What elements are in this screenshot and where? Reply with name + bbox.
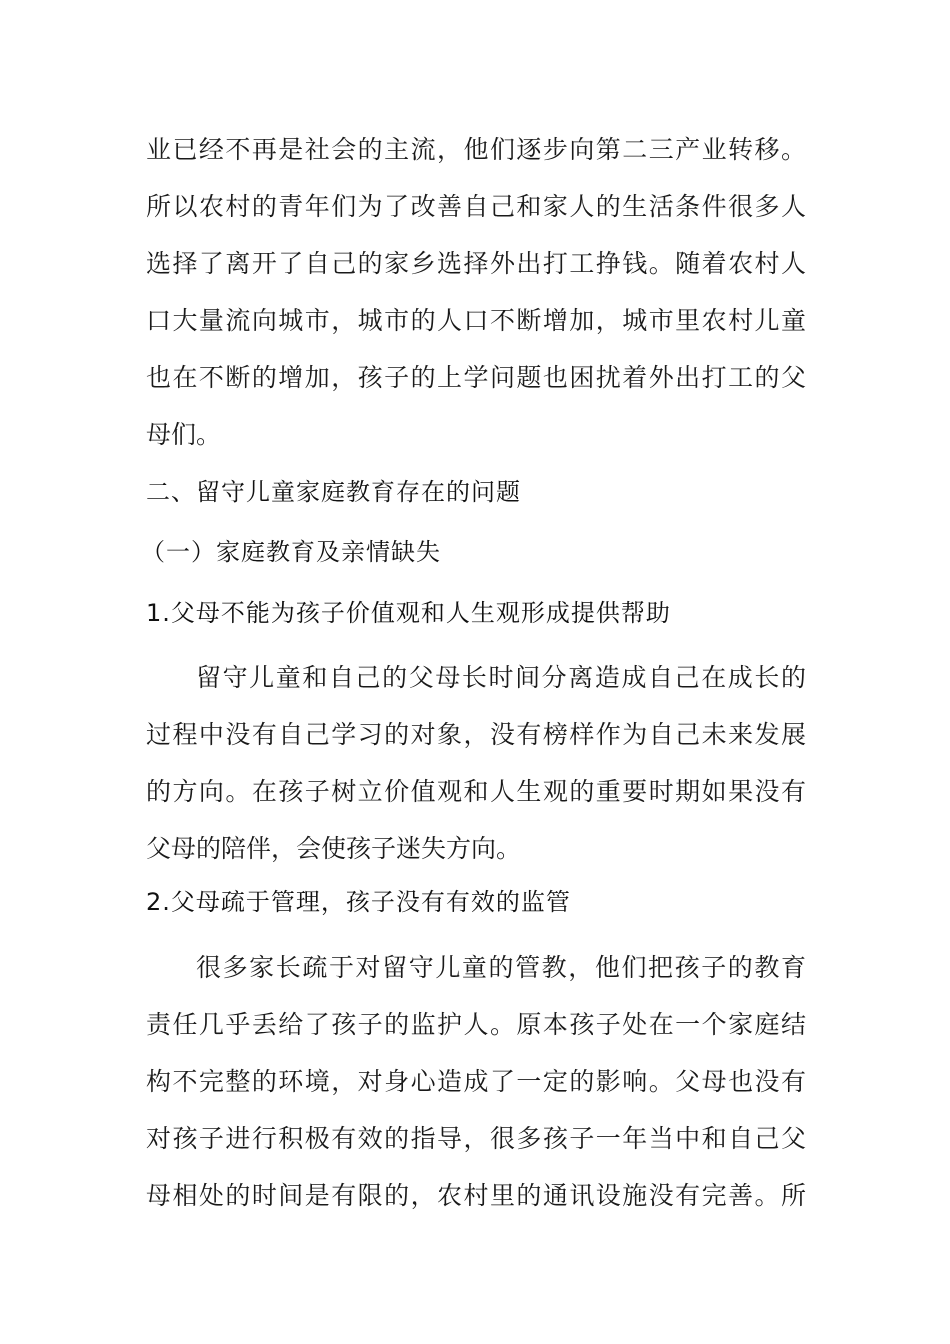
item1-line-1: 留守儿童和自己的父母长时间分离造成自己在成长的 <box>196 663 806 692</box>
intro-line-3: 选择了离开了自己的家乡选择外出打工挣钱。随着农村人 <box>146 249 806 278</box>
intro-line-6: 母们。 <box>146 420 222 449</box>
item2-line-3: 构不完整的环境，对身心造成了一定的影响。父母也没有 <box>146 1067 806 1096</box>
intro-line-4: 口大量流向城市，城市的人口不断增加，城市里农村儿童 <box>146 306 806 335</box>
item1-line-4: 父母的陪伴，会使孩子迷失方向。 <box>146 834 522 863</box>
item2-line-5: 母相处的时间是有限的，农村里的通讯设施没有完善。所 <box>146 1181 806 1210</box>
subsection-heading: （一）家庭教育及亲情缺失 <box>141 538 441 566</box>
intro-line-1: 业已经不再是社会的主流，他们逐步向第二三产业转移。 <box>146 135 806 164</box>
item2-line-2: 责任几乎丢给了孩子的监护人。原本孩子处在一个家庭结 <box>146 1010 806 1039</box>
item1-heading: 1.父母不能为孩子价值观和人生观形成提供帮助 <box>146 599 671 627</box>
item2-line-1: 很多家长疏于对留守儿童的管教，他们把孩子的教育 <box>196 953 806 982</box>
intro-line-2: 所以农村的青年们为了改善自己和家人的生活条件很多人 <box>146 192 806 221</box>
item2-line-4: 对孩子进行积极有效的指导，很多孩子一年当中和自己父 <box>146 1124 806 1153</box>
item1-line-2: 过程中没有自己学习的对象，没有榜样作为自己未来发展 <box>146 720 806 749</box>
section-heading: 二、留守儿童家庭教育存在的问题 <box>146 478 521 506</box>
intro-line-5: 也在不断的增加，孩子的上学问题也困扰着外出打工的父 <box>146 363 806 392</box>
item2-heading: 2.父母疏于管理，孩子没有有效的监管 <box>146 888 571 916</box>
item1-line-3: 的方向。在孩子树立价值观和人生观的重要时期如果没有 <box>146 777 806 806</box>
